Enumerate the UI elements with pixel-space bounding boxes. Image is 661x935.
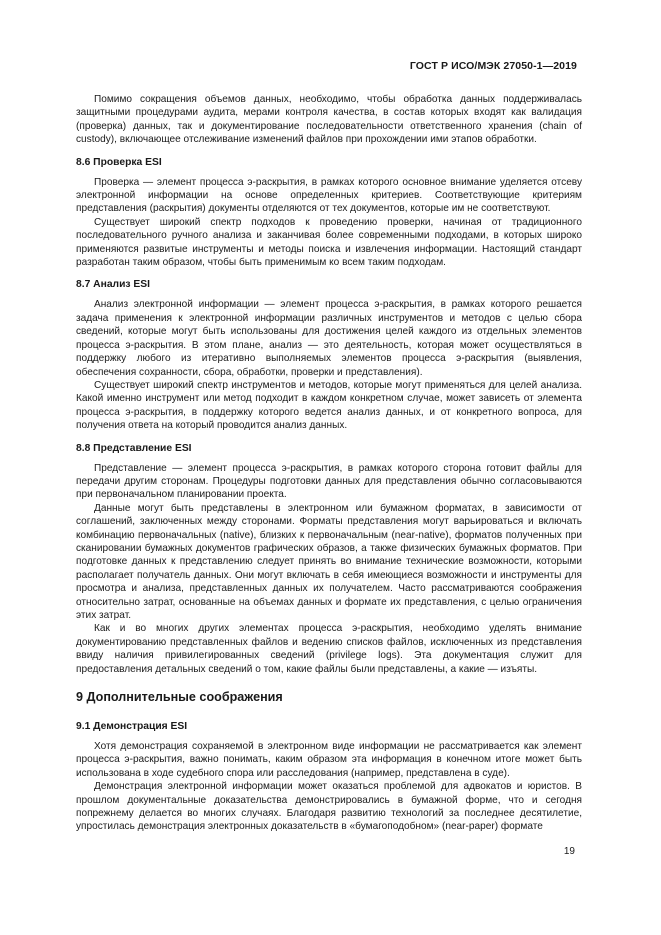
standard-header: ГОСТ Р ИСО/МЭК 27050-1—2019 xyxy=(409,60,577,72)
paragraph: Данные могут быть представлены в электронном или бумажном форматах, в зависимости от соглашений, заключенных между сторонами. Форматы представления могут варьироваться и включать комбинацию первоначальных (native), близких к первоначальным (near-native), форматов полученных при сканировании бумажных документов графических образов, а также физических бумажных форматов. При подготовке данных к представлению следует принять во внимание технические возможности, которыми располагает получатель данных. Они могут включать в себя имеющиеся возможности и инструменты для просмотра и анализа, представленных данных их получателем. Часто рассматриваются соображения относительно затрат, основанные на объемах данных и формате их представления, с целью ограничения этих затрат. xyxy=(76,502,582,621)
paragraph: Хотя демонстрация сохраняемой в электронном виде информации не рассматривается как элемент процесса э-раскрытия, важно понимать, каким образом эта информация в конечном итоге может быть использована в ходе судебного спора или расследования (например, представлена в суде). xyxy=(76,741,582,779)
section-heading-8-8: 8.8 Представление ESI xyxy=(76,442,192,454)
paragraph: Демонстрация электронной информации может оказаться проблемой для адвокатов и юристов. В прошлом документальные доказательства демонстрировались в бумажной форме, что и сегодня попрежнему делается во многих случаях. Благодаря развитию технологий за последнее десятилетие, упростилась демонстрация электронных доказательств в «бумагоподобном» (near-paper) формате xyxy=(76,781,582,833)
section-heading-8-7: 8.7 Анализ ESI xyxy=(76,279,151,291)
section-heading-9-1: 9.1 Демонстрация ESI xyxy=(76,721,188,733)
page-number: 19 xyxy=(563,846,575,857)
paragraph: Анализ электронной информации — элемент процесса э-раскрытия, в рамках которого решается задача применения к электронной информации различных инструментов и методов с целью сбора сведений, которые могут быть использованы для достижения целей каждого из отдельных элементов процесса э-раскрытия. В этом плане, анализ — это деятельность, которая может осуществляться в поддержку любого из итеративно выполняемых элементов процесса э-раскрытия (выявления, обеспечения сохранности, сбора, обработки, проверки и представления). xyxy=(76,299,582,378)
section-heading-8-6: 8.6 Проверка ESI xyxy=(76,156,162,168)
page-content xyxy=(76,93,582,834)
paragraph: Существует широкий спектр инструментов и методов, которые могут применяться для целей анализа. Какой именно инструмент или метод подходит в каждом конкретном случае, может зависеть от элемента процесса э-раскрытия, в поддержку которого ведется анализ данных, и от конкретного вопроса, для получения ответа на который проводится анализ данных. xyxy=(76,379,582,432)
intro-paragraph: Помимо сокращения объемов данных, необходимо, чтобы обработка данных поддерживалась защитными процедурами аудита, мерами контроля качества, в состав которых входят как валидация (проверка) данных, так и документирование последовательности ответственного хранения (chain of custody), включающее отслеживание изменений файлов при прохождении ими этапов обработки. xyxy=(76,94,582,146)
paragraph: Как и во многих других элементах процесса э-раскрытия, необходимо уделять внимание документированию представленных файлов и ведению списков файлов, исключенных из представления ввиду наличия привилегированных сведений (privilege logs). Эта документация служит для предоставления детальных сведений о том, какие файлы были представлены, а какие — изъяты. xyxy=(76,623,582,675)
chapter-heading-9: 9 Дополнительные соображения xyxy=(76,690,283,705)
paragraph: Представление — элемент процесса э-раскрытия, в рамках которого сторона готовит файлы для передачи другим сторонам. Процедуры подготовки данных для представления обычно согласовываются при первоначальном планировании проекта. xyxy=(76,462,582,501)
paragraph: Проверка — элемент процесса э-раскрытия, в рамках которого основное внимание уделяется отсеву электронной информации на основе определенных критериев. Соответствующие критериям представления (раскрытия) документы отделяются от тех документов, которые им не соответствуют. xyxy=(76,176,582,215)
paragraph: Существует широкий спектр подходов к проведению проверки, начиная от традиционного последовательного ручного анализа и заканчивая более современными подходами, в которых широко применяются развитые инструменты и методы поиска и извлечения информации. Настоящий стандарт разработан таким образом, чтобы быть применимым ко всем таким подходам. xyxy=(76,216,582,269)
